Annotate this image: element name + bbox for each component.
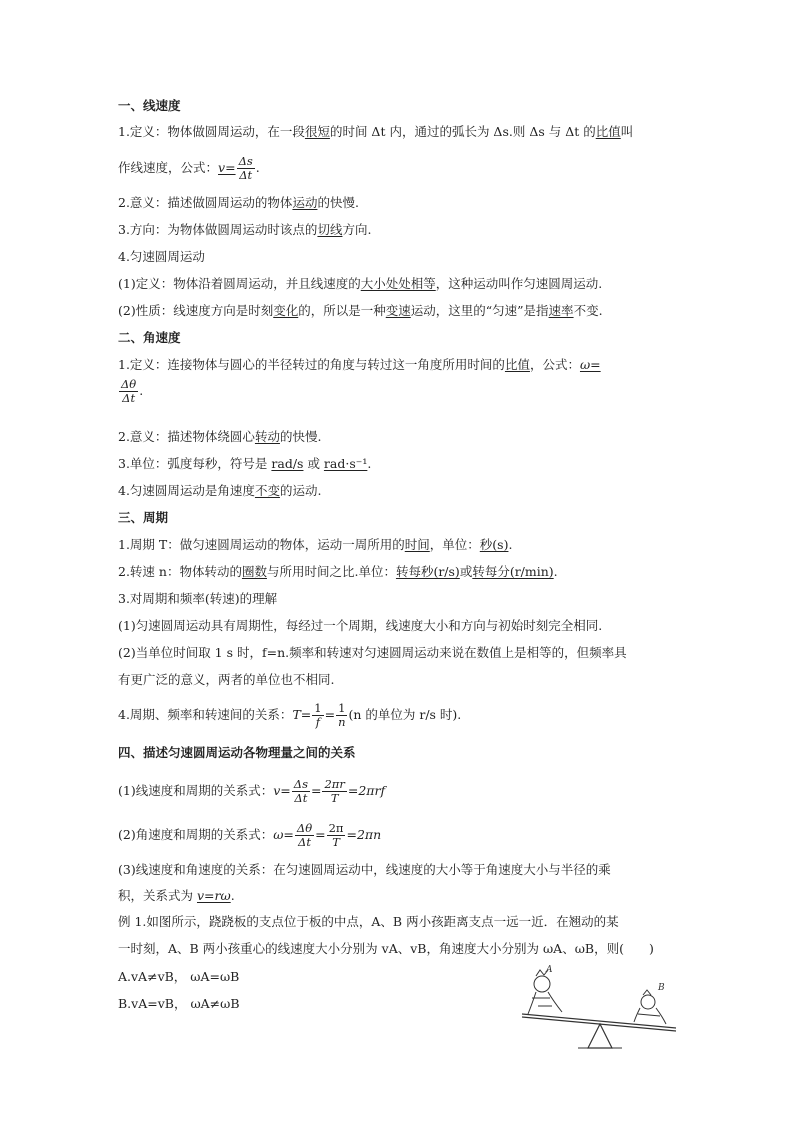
section-1-title: 一、线速度 (118, 98, 181, 113)
s3-relation: 4.周期、频率和转速间的关系：T= $\frac{1}{f}$ = $\frac{1}{n}$ (n 的单位为 r/s 时). (118, 701, 462, 729)
s2-formula-fraction: $\frac{\Delta\theta}{\Delta t}$ . (121, 377, 144, 405)
s3-period: 1.周期 T：做匀速圆周运动的物体，运动一周所用的时间，单位：秒(s). (118, 537, 513, 552)
s1-definition-line-2: 作线速度，公式：v= $\frac{\Delta s}{\Delta t}$ . (118, 154, 260, 182)
s3-speed: 2.转速 n：物体转动的圈数与所用时间之比.单位：转每秒(r/s)或转每分(r/min). (118, 564, 558, 579)
example-question-line-1: 例 1.如图所示，跷跷板的支点位于板的中点，A、B 两小孩距离支点一远一近．在翘动的某 (118, 914, 619, 929)
section-3-title: 三、周期 (118, 510, 169, 525)
s1-meaning: 2.意义：描述做圆周运动的物体运动的快慢. (118, 195, 359, 210)
option-a[interactable]: A.vA≠vB， ωA=ωB (118, 969, 240, 984)
s3-understanding: 3.对周期和频率(转速)的理解 (118, 591, 278, 606)
s4-relation-1: (1)线速度和周期的关系式：v= $\frac{\Delta s}{\Delta t}$ = $\frac{2\pi r}{T}$ =2πrf (118, 777, 386, 805)
s2-uniform: 4.匀速圆周运动是角速度不变的运动. (118, 483, 322, 498)
child-b (634, 990, 666, 1024)
s2-definition: 1.定义：连接物体与圆心的半径转过的角度与转过这一角度所用时间的比值，公式：ω= (118, 357, 601, 372)
s3-point-1: (1)匀速圆周运动具有周期性，每经过一个周期，线速度大小和方向与初始时刻完全相同. (118, 618, 603, 633)
option-b[interactable]: B.vA=vB， ωA≠ωB (118, 996, 240, 1011)
s4-relation-3-cont: 积，关系式为 v=rω. (118, 888, 235, 903)
s1-definition-line-1: 1.定义：物体做圆周运动，在一段很短的时间 Δt 内，通过的弧长为 Δs.则 Δs 与 Δt 的比值叫 (118, 124, 634, 139)
seesaw-figure (518, 962, 678, 1054)
label-b: B (658, 983, 665, 993)
fraction: $\frac{\Delta s}{\Delta t}$ (238, 154, 253, 182)
example-question-line-2: 一时刻，A、B 两小孩重心的线速度大小分别为 vA、vB，角速度大小分别为 ωA、ωB，则( ) (118, 941, 654, 956)
s3-point-2: (2)当单位时间取 1 s 时，f=n.频率和转速对匀速圆周运动来说在数值上是相等的，但频率具 (118, 645, 627, 660)
fulcrum (588, 1024, 612, 1048)
s1-uniform-definition: (1)定义：物体沿着圆周运动，并且线速度的大小处处相等，这种运动叫作匀速圆周运动. (118, 276, 603, 291)
s3-point-2-cont: 有更广泛的意义，两者的单位也不相同. (118, 672, 335, 687)
section-2-title: 二、角速度 (118, 330, 181, 345)
label-a: A (546, 965, 553, 975)
s2-unit: 3.单位：弧度每秒，符号是 rad/s 或 rad·s⁻¹. (118, 456, 372, 471)
s1-uniform-nature: (2)性质：线速度方向是时刻变化的，所以是一种变速运动，这里的“匀速”是指速率不变. (118, 303, 603, 318)
s1-direction: 3.方向：为物体做圆周运动时该点的切线方向. (118, 222, 372, 237)
s2-meaning: 2.意义：描述物体绕圆心转动的快慢. (118, 429, 322, 444)
s4-relation-2: (2)角速度和周期的关系式：ω= $\frac{\Delta\theta}{\Delta t}$ = $\frac{2\pi}{T}$ =2πn (118, 821, 382, 849)
child-a (528, 970, 562, 1014)
s4-relation-3: (3)线速度和角速度的关系：在匀速圆周运动中，线速度的大小等于角速度大小与半径的乘 (118, 862, 611, 877)
section-4-title: 四、描述匀速圆周运动各物理量之间的关系 (118, 745, 356, 760)
s1-uniform-motion: 4.匀速圆周运动 (118, 249, 205, 264)
